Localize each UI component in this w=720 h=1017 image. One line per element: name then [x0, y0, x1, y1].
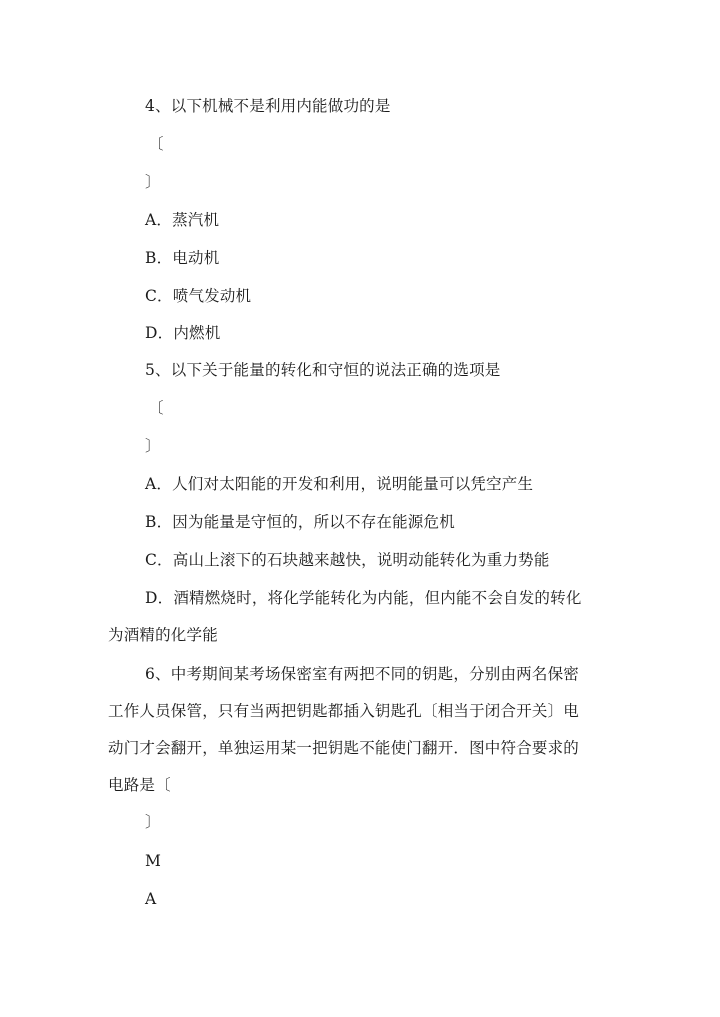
- q5-paren-close: 〕: [145, 437, 161, 455]
- q4-option-c: C．喷气发动机: [145, 287, 252, 305]
- q6-figure-label-a: A: [145, 890, 157, 908]
- q5-option-c: C．高山上滚下的石块越来越快，说明动能转化为重力势能: [145, 551, 550, 569]
- q5-option-d-line2: 为酒精的化学能: [108, 626, 218, 644]
- q4-paren-close: 〕: [145, 173, 161, 191]
- q4-option-b: B．电动机: [145, 249, 220, 267]
- q6-stem-line2: 工作人员保管，只有当两把钥匙都插入钥匙孔〔相当于闭合开关〕电: [108, 702, 580, 720]
- q5-option-a: A．人们对太阳能的开发和利用，说明能量可以凭空产生: [145, 475, 534, 493]
- q6-stem-line1: 6、中考期间某考场保密室有两把不同的钥匙，分别由两名保密: [145, 665, 579, 683]
- q5-option-d-line1: D．酒精燃烧时，将化学能转化为内能，但内能不会自发的转化: [145, 589, 582, 607]
- q5-stem: 5、以下关于能量的转化和守恒的说法正确的选项是: [145, 361, 501, 379]
- q4-option-a: A．蒸汽机: [145, 211, 220, 229]
- q5-paren-open: 〔: [148, 399, 164, 417]
- q6-stem-line4: 电路是〔: [108, 776, 171, 794]
- q6-figure-label-m: M: [145, 852, 162, 870]
- q4-option-d: D．内燃机: [145, 324, 221, 342]
- q6-stem-line3: 动门才会翻开，单独运用某一把钥匙不能使门翻开．图中符合要求的: [108, 739, 580, 757]
- q4-stem: 4、以下机械不是利用内能做功的是: [145, 97, 391, 115]
- q6-paren-close: 〕: [145, 813, 161, 831]
- q4-paren-open: 〔: [148, 135, 164, 153]
- q5-option-b: B．因为能量是守恒的，所以不存在能源危机: [145, 513, 455, 531]
